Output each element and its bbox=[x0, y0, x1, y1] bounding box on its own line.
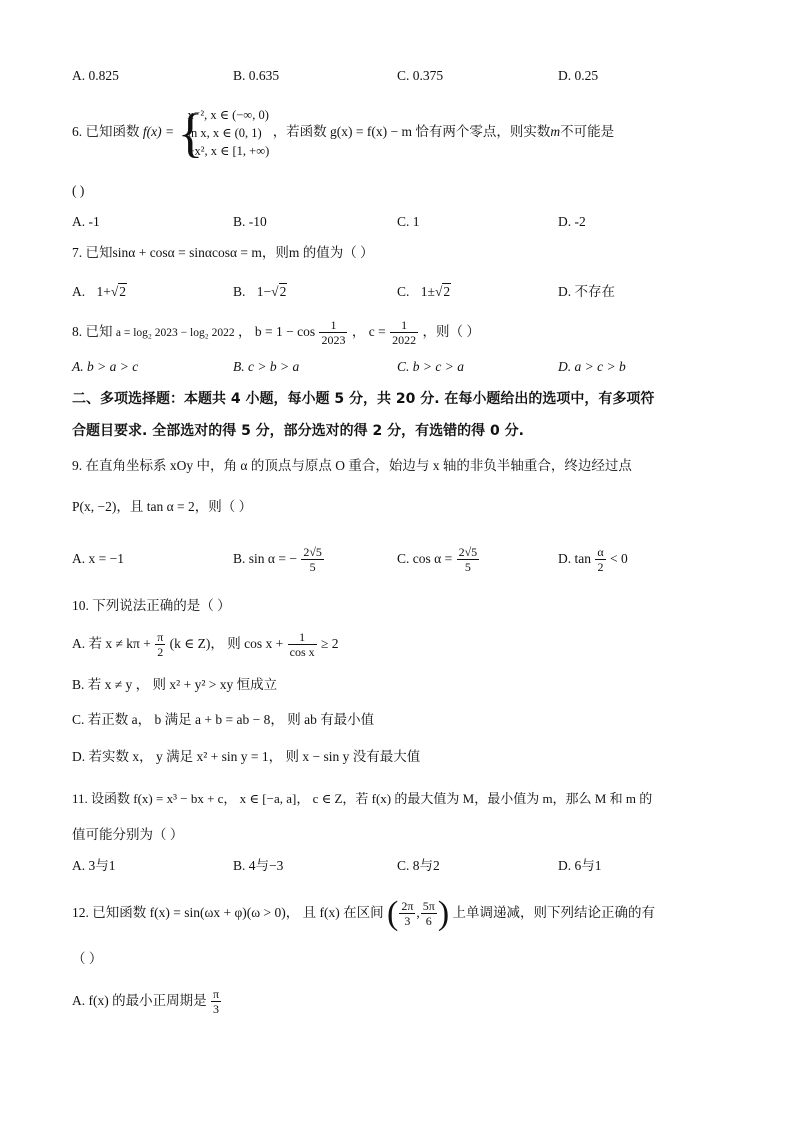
q8-option-c[interactable]: C. b > c > a bbox=[397, 359, 464, 374]
q9-options bbox=[72, 539, 732, 579]
q9-b-den: 5 bbox=[309, 560, 316, 575]
q10-a-lead: A. 若 x ≠ kπ + bbox=[72, 636, 151, 651]
q10-option-c[interactable]: C. 若正数 a， b 满足 a + b = ab − 8， 则 ab 有最小值 bbox=[72, 712, 375, 727]
sqrt-icon: √ bbox=[434, 284, 443, 299]
q8-b-num: 1 bbox=[319, 318, 347, 333]
q10-option-b[interactable]: B. 若 x ≠ y ， 则 x² + y² > xy 恒成立 bbox=[72, 677, 278, 692]
q12-den-1: 3 bbox=[404, 914, 411, 929]
q10-stem: 10. 下列说法正确的是（ ） bbox=[72, 598, 231, 613]
q9-c-lead: C. cos α = bbox=[397, 551, 453, 566]
q6-tail: 不可能是 bbox=[560, 124, 615, 139]
q8-c-fraction bbox=[390, 318, 418, 347]
q11-option-b[interactable]: B. 4与−3 bbox=[233, 858, 284, 873]
q8-b-lead: ， b = 1 − cos bbox=[237, 324, 316, 339]
q12-num-2: 5π bbox=[422, 899, 435, 914]
q7-option-b[interactable] bbox=[233, 280, 287, 304]
q10-a-den2: cos x bbox=[289, 645, 315, 660]
q6-option-b[interactable]: B. -10 bbox=[233, 214, 267, 229]
q9-c-fraction bbox=[457, 545, 480, 574]
q12-tail: 上单调递减，则下列结论正确的有 bbox=[452, 905, 656, 920]
q8-stem bbox=[72, 316, 732, 348]
q12-fraction-2 bbox=[421, 899, 437, 928]
q7-c-value: 1± bbox=[420, 284, 435, 299]
left-paren-icon: ( bbox=[387, 894, 399, 932]
q12-num-1: 2π bbox=[401, 899, 414, 914]
q6-option-d[interactable]: D. -2 bbox=[558, 214, 586, 229]
q10-option-a[interactable] bbox=[72, 626, 732, 662]
q6-brace: { bbox=[177, 102, 204, 163]
q12-a-den: 3 bbox=[213, 1002, 220, 1017]
sqrt-icon: √ bbox=[271, 284, 279, 299]
q9-c-num: 2√5 bbox=[458, 545, 478, 560]
q9-option-d[interactable] bbox=[558, 539, 628, 579]
q6-fx: f(x) = bbox=[142, 124, 175, 139]
section-2-line-2: 合题目要求. 全部选对的得 5 分，部分选对的得 2 分，有选错的得 0 分. bbox=[72, 423, 524, 439]
q9-c-den: 5 bbox=[464, 560, 471, 575]
q9-d-fraction bbox=[595, 545, 605, 574]
q5-option-b[interactable]: B. 0.635 bbox=[233, 68, 280, 83]
q10-a-num2: 1 bbox=[288, 630, 317, 645]
q7-a-value: 1+ bbox=[96, 284, 111, 299]
q6-mid: ，若函数 g(x) = f(x) − m 恰有两个零点，则实数 bbox=[272, 124, 551, 139]
q8-b-fraction bbox=[319, 318, 347, 347]
q12-a-lead: A. f(x) 的最小正周期是 bbox=[72, 993, 207, 1008]
q10-a-num: π bbox=[157, 630, 164, 645]
q9-option-c[interactable] bbox=[397, 539, 480, 579]
q8-tail: ，则（ ） bbox=[422, 324, 480, 339]
q12-paren: （ ） bbox=[72, 951, 103, 966]
q9-d-lead: D. tan bbox=[558, 551, 591, 566]
q12-den-2: 6 bbox=[425, 914, 432, 929]
q12-a-num: π bbox=[213, 987, 220, 1002]
q8-option-a[interactable]: A. b > a > c bbox=[72, 359, 139, 374]
q10-a-fraction bbox=[155, 630, 165, 659]
q11-line-2: 值可能分别为（ ） bbox=[72, 827, 184, 842]
q12-comma: , bbox=[416, 905, 420, 920]
q5-option-d[interactable]: D. 0.25 bbox=[558, 68, 599, 83]
q7-c-label: C. bbox=[397, 284, 410, 299]
q12-option-a[interactable] bbox=[72, 984, 732, 1018]
q5-option-c[interactable]: C. 0.375 bbox=[397, 68, 444, 83]
q9-b-num: 2√5 bbox=[303, 545, 322, 560]
q8-c-den: 2022 bbox=[392, 333, 417, 348]
q9-d-tail: < 0 bbox=[610, 551, 628, 566]
q8-a-expr: a = log₂ 2023 − log₂ 2022 bbox=[115, 327, 235, 339]
q11-options bbox=[72, 856, 732, 876]
section-2-line-1: 二、多项选择题：本题共 4 小题，每小题 5 分，共 20 分. 在每小题给出的选项中，有多项符 bbox=[72, 391, 655, 407]
q8-options bbox=[72, 357, 732, 377]
q5-option-a[interactable]: A. 0.825 bbox=[72, 68, 119, 83]
q9-b-fraction bbox=[301, 545, 324, 574]
q9-d-num: α bbox=[597, 545, 604, 560]
q6-case-1: x⁻², x ∈ (−∞, 0) bbox=[187, 107, 269, 122]
q6-case-3: −x², x ∈ [1, +∞) bbox=[187, 143, 270, 158]
q11-line-1: 11. 设函数 f(x) = x³ − bx + c， x ∈ [−a, a]， c ∈ Z，若 f(x) 的最大值为 M，最小值为 m，那么 M 和 m 的 bbox=[72, 791, 653, 806]
q11-option-a[interactable]: A. 3与1 bbox=[72, 858, 116, 873]
q6-option-c[interactable]: C. 1 bbox=[397, 214, 420, 229]
q6-case-2: ln x, x ∈ (0, 1) bbox=[187, 125, 262, 140]
q9-line-1: 9. 在直角坐标系 xOy 中，角 α 的顶点与原点 O 重合，始边与 x 轴的非负半轴重合，终边经过点 bbox=[72, 458, 632, 473]
q8-option-d[interactable]: D. a > c > b bbox=[558, 359, 626, 374]
q7-a-label: A. bbox=[72, 284, 86, 299]
q9-option-a[interactable]: A. x = −1 bbox=[72, 551, 124, 566]
q7-stem: 7. 已知sinα + cosα = sinαcosα = m，则m 的值为（ ） bbox=[72, 245, 374, 260]
q6-var: m bbox=[550, 124, 561, 139]
q7-c-radicand: 2 bbox=[443, 284, 451, 299]
q10-option-d[interactable]: D. 若实数 x， y 满足 x² + sin y = 1， 则 x − sin y 没有最大值 bbox=[72, 749, 421, 764]
q5-options bbox=[72, 66, 732, 86]
q7-b-label: B. bbox=[233, 284, 246, 299]
q7-a-radicand: 2 bbox=[119, 284, 127, 299]
q10-a-den: 2 bbox=[157, 645, 164, 660]
q6-lead: 6. 已知函数 bbox=[72, 124, 140, 139]
q8-option-b[interactable]: B. c > b > a bbox=[233, 359, 300, 374]
q8-lead: 8. 已知 bbox=[72, 324, 113, 339]
q7-option-a[interactable] bbox=[72, 280, 127, 304]
q9-option-b[interactable] bbox=[233, 539, 325, 579]
q11-option-d[interactable]: D. 6与1 bbox=[558, 858, 602, 873]
q6-paren: ( ) bbox=[72, 183, 85, 198]
q12-stem bbox=[72, 893, 732, 933]
right-paren-icon: ) bbox=[437, 894, 450, 932]
q7-b-value: 1− bbox=[256, 284, 272, 299]
q8-c-num: 1 bbox=[390, 318, 418, 333]
q10-a-tail: ≥ 2 bbox=[321, 636, 339, 651]
q10-a-mid: (k ∈ Z)， 则 cos x + bbox=[169, 636, 284, 651]
q6-piecewise bbox=[177, 102, 270, 163]
q6-option-a[interactable]: A. -1 bbox=[72, 214, 100, 229]
q11-option-c[interactable]: C. 8与2 bbox=[397, 858, 440, 873]
q8-b-den: 2023 bbox=[321, 333, 346, 348]
q9-b-lead: B. sin α = − bbox=[233, 551, 297, 566]
q12-a-fraction bbox=[211, 987, 221, 1016]
q7-option-d[interactable]: D. 不存在 bbox=[558, 284, 615, 299]
q12-fraction-1 bbox=[399, 899, 415, 928]
q9-d-den: 2 bbox=[597, 560, 604, 575]
q9-line-2: P(x, −2)，且 tan α = 2，则（ ） bbox=[72, 499, 253, 514]
q10-a-fraction-2 bbox=[288, 630, 317, 659]
q6-options bbox=[72, 212, 732, 232]
q12-lead: 12. 已知函数 f(x) = sin(ωx + φ)(ω > 0)， 且 f(x) 在区间 bbox=[72, 905, 384, 920]
q7-option-c[interactable] bbox=[397, 280, 451, 304]
q6-stem bbox=[72, 100, 732, 164]
q8-c-lead: ， c = bbox=[351, 324, 386, 339]
q7-options bbox=[72, 280, 732, 304]
sqrt-icon: √ bbox=[110, 284, 119, 299]
q7-b-radicand: 2 bbox=[279, 284, 287, 299]
